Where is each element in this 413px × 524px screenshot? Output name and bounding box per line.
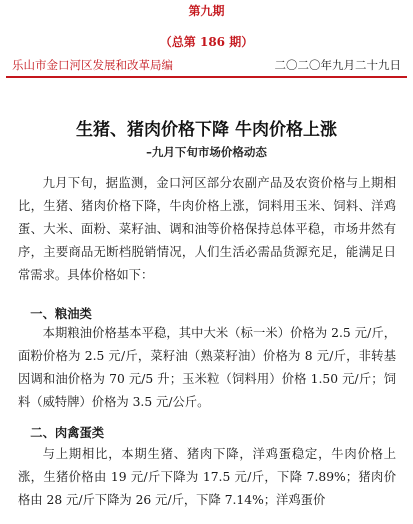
section-heading-grain-oil: 一、粮油类 bbox=[30, 306, 92, 321]
intro-paragraph: 九月下旬，据监测，金口河区部分农副产品及农资价格与上期相比，生猪、猪肉价格下降，牛肉价格上涨，饲料用玉米、饲料、洋鸡蛋、大米、面粉、菜籽油、调和油等价格保持总体平稳，市场井然有序，主要商品无断档脱销情况，人们生活必需品货源充足，能满足日常需求。具体价格如下： bbox=[18, 176, 396, 282]
section-heading-meat-poultry-eggs: 二、肉禽蛋类 bbox=[30, 425, 105, 440]
publisher-name: 乐山市金口河区发展和改革局编 bbox=[12, 58, 173, 72]
article-title: 生猪、猪肉价格下降 牛肉价格上涨 bbox=[76, 120, 337, 140]
publish-date: 二〇二〇年九月二十九日 bbox=[274, 58, 401, 72]
meat-poultry-eggs-paragraph: 与上期相比，本期生猪、猪肉下降，洋鸡蛋稳定，牛肉价格上涨，生猪价格由 19 元/斤下降为 17.5 元/斤，下降 7.89%；猪肉价格由 28 元/斤下降为 26 元/斤，下降 7.14%；洋鸡蛋价 bbox=[18, 447, 396, 507]
masthead bbox=[12, 57, 401, 73]
header-divider bbox=[6, 76, 407, 78]
article-subtitle: –九月下旬市场价格动态 bbox=[146, 145, 267, 159]
issue-number: 第九期 bbox=[188, 4, 225, 18]
grain-oil-paragraph: 本期粮油价格基本平稳，其中大米（标一米）价格为 2.5 元/斤，面粉价格为 2.5 元/斤，菜籽油（熟菜籽油）价格为 8 元/斤，非转基因调和油价格为 70 元/5 升；玉米粒（饲料用）价格 1.50 元/斤；饲料（威特牌）价格为 3.5 元/公斤。 bbox=[18, 326, 396, 409]
issue-total: （总第 186 期） bbox=[159, 35, 254, 49]
